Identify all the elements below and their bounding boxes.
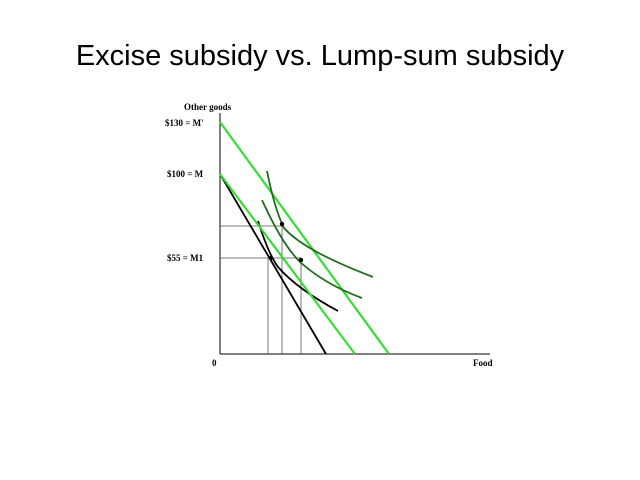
y-axis-label: Other goods — [184, 102, 232, 112]
y-tick-label-m1: $55 = M1 — [167, 253, 204, 263]
original-budget-line — [220, 174, 326, 354]
tangency-point-lump-sum — [280, 222, 284, 226]
excise-subsidy-budget-line — [220, 174, 355, 354]
tangency-point-original — [269, 256, 273, 260]
x-axis-label: Food — [473, 358, 493, 368]
origin-label: 0 — [212, 358, 217, 368]
y-tick-label-m: $100 = M — [167, 169, 204, 179]
y-tick-label-m-prime: $130 = M' — [165, 118, 204, 128]
tangency-point-excise — [299, 258, 303, 262]
slide-title: Excise subsidy vs. Lump-sum subsidy — [75, 40, 565, 72]
